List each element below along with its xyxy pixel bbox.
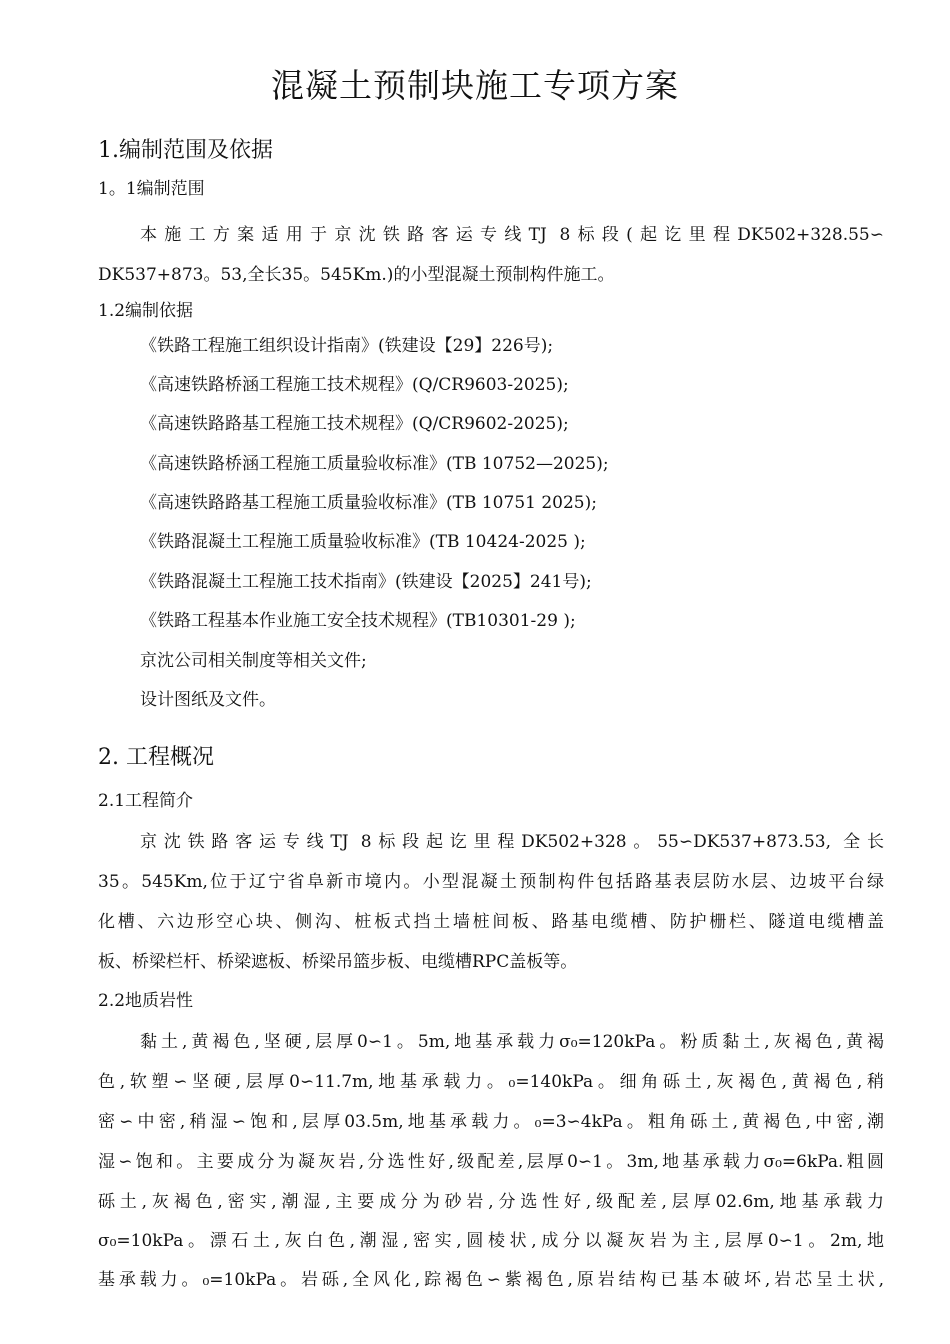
document-title: 混凝土预制块施工专项方案 (271, 66, 679, 105)
paragraph-line: 板、桥梁栏杆、桥梁遮板、桥梁吊篮步板、电缆槽RPC盖板等。 (98, 952, 578, 972)
paragraph-line: 化槽、六边形空心块、侧沟、桩板式挡土墙桩间板、路基电缆槽、防护栅栏、隧道电缆槽盖 (98, 912, 884, 932)
section-2-1-heading: 2.1工程简介 (98, 791, 194, 811)
reference-item: 设计图纸及文件。 (140, 690, 276, 710)
section-1-heading: 1.编制范围及依据 (98, 138, 273, 163)
reference-item: 《铁路混凝土工程施工质量验收标准》(TB 10424-2025 ); (140, 532, 586, 552)
reference-item: 《铁路工程基本作业施工安全技术规程》(TB10301-29 ); (140, 611, 576, 631)
section-2-2-heading: 2.2地质岩性 (98, 991, 194, 1011)
paragraph-line: σ₀=10kPa。漂石土,灰白色,潮湿,密实,圆棱状,成分以凝灰岩为主,层厚0∽1。2m,地 (98, 1231, 884, 1251)
section-2-heading: 2. 工程概况 (98, 745, 214, 770)
paragraph-line: 35。545Km,位于辽宁省阜新市境内。小型混凝土预制构件包括路基表层防水层、边坡平台绿 (98, 872, 884, 892)
reference-item: 《铁路混凝土工程施工技术指南》(铁建设【2025】241号); (140, 572, 592, 592)
reference-item: 京沈公司相关制度等相关文件; (140, 651, 367, 671)
paragraph-line: 基承载力。₀=10kPa。岩砾,全风化,踪褐色∽紫褐色,原岩结构已基本破坏,岩芯呈土状, (98, 1270, 884, 1290)
paragraph-line: 京沈铁路客运专线TJ 8标段起讫里程DK502+328。55∽DK537+873.53, 全长 (140, 832, 884, 852)
reference-item: 《高速铁路路基工程施工技术规程》(Q/CR9602-2025); (140, 414, 569, 434)
reference-item: 《铁路工程施工组织设计指南》(铁建设【29】226号); (140, 336, 554, 356)
paragraph-line: 湿∽饱和。主要成分为凝灰岩,分选性好,级配差,层厚0∽1。3m,地基承载力σ₀=6kPa.粗圆 (98, 1152, 884, 1172)
section-1-2-heading: 1.2编制依据 (98, 301, 194, 321)
paragraph-line: 本施工方案适用于京沈铁路客运专线TJ 8标段(起讫里程DK502+328.55∽ (140, 225, 884, 245)
paragraph-line: 砾土,灰褐色,密实,潮湿,主要成分为砂岩,分选性好,级配差,层厚02.6m,地基承载力 (98, 1192, 884, 1212)
reference-item: 《高速铁路路基工程施工质量验收标准》(TB 10751 2025); (140, 493, 597, 513)
paragraph-line: 密∽中密,稍湿∽饱和,层厚03.5m,地基承载力。₀=3∽4kPa。粗角砾土,黄褐色,中密,潮 (98, 1112, 884, 1132)
reference-item: 《高速铁路桥涵工程施工质量验收标准》(TB 10752—2025); (140, 454, 609, 474)
paragraph-line: DK537+873。53,全长35。545Km.)的小型混凝土预制构件施工。 (98, 265, 615, 285)
section-1-1-heading: 1。1编制范围 (98, 179, 205, 199)
paragraph-line: 色,软塑∽坚硬,层厚0∽11.7m,地基承载力。₀=140kPa。细角砾土,灰褐色,黄褐色,稍 (98, 1072, 884, 1092)
paragraph-line: 黏土,黄褐色,坚硬,层厚0∽1。5m,地基承载力σ₀=120kPa。粉质黏土,灰褐色,黄褐 (140, 1032, 884, 1052)
reference-item: 《高速铁路桥涵工程施工技术规程》(Q/CR9603-2025); (140, 375, 569, 395)
